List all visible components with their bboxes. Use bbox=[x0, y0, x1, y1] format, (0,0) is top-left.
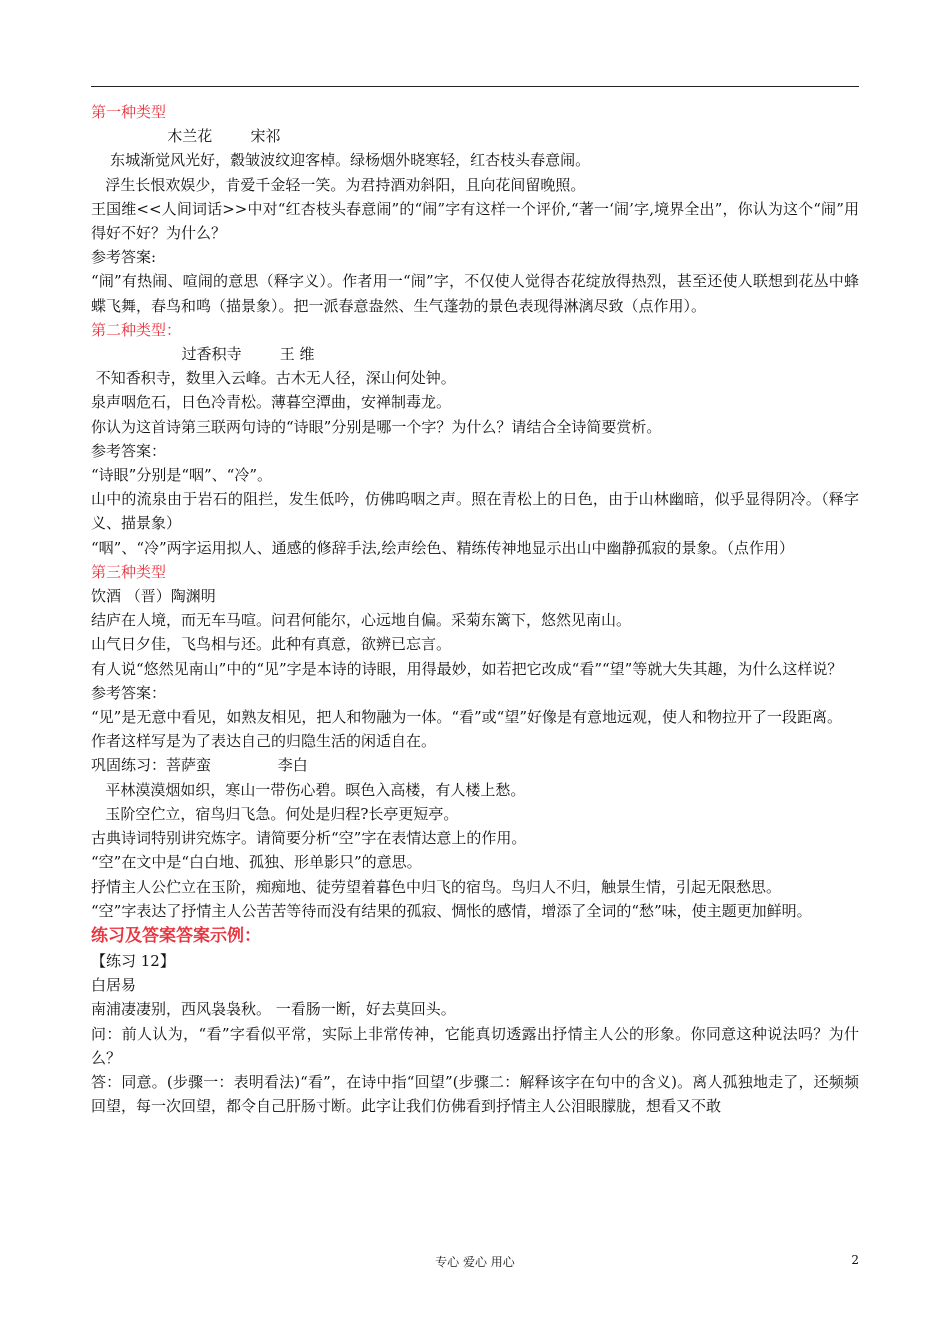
header-rule bbox=[91, 86, 859, 87]
text-line: “空”字表达了抒情主人公苦苦等待而没有结果的孤寂、惆怅的感情，增添了全词的“愁”味，使主题更加鲜明。 bbox=[91, 901, 812, 920]
text-line: “闹”有热闹、喧闹的意思（释字义）。作者用一“闹”字，不仅使人觉得杏花绽放得热烈，甚至还使人联想到花丛中蜂蝶飞舞，春鸟和鸣（描景象）。把一派春意盎然、生气蓬勃的景色表现得淋漓尽致（点作用）。 bbox=[91, 272, 859, 315]
page-number: 2 bbox=[851, 1253, 859, 1267]
text-line: 古典诗词特别讲究炼字。请简要分析“空”字在表情达意上的作用。 bbox=[91, 829, 527, 848]
text-line: 木兰花 宋祁 bbox=[91, 127, 281, 146]
text-line: 你认为这首诗第三联两句诗的“诗眼”分别是哪一个字？为什么？请结合全诗简要赏析。 bbox=[91, 417, 662, 436]
text-line: 王国维<<人间词话>>中对“红杏枝头春意闹”的“闹”字有这样一个评价,“著一‘闹’字,境界全出”，你认为这个“闹”用得好不好？为什么？ bbox=[91, 199, 859, 243]
text-line: 参考答案: bbox=[91, 248, 157, 267]
text-line: 平林漠漠烟如织，寒山一带伤心碧。暝色入高楼，有人楼上愁。 bbox=[91, 780, 526, 799]
section-heading: 第二种类型： bbox=[91, 320, 182, 339]
text-line: “诗眼”分别是“咽”、“冷”。 bbox=[91, 466, 273, 485]
text-line: 答：同意。(步骤一：表明看法)“看”，在诗中指“回望”(步骤二：解释该字在句中的含义)。离人孤独地走了，还频频回望，每一次回望，都令自己肝肠寸断。此字让我们仿佛看到抒情主人公泪眼朦胧，想看又不敢 bbox=[91, 1072, 859, 1116]
text-line: 结庐在人境，而无车马喧。问君何能尔，心远地自偏。采菊东篱下，悠然见南山。 bbox=[91, 611, 632, 630]
text-line: 问：前人认为，“看”字看似平常，实际上非常传神，它能真切透露出抒情主人公的形象。你同意这种说法吗？为什么？ bbox=[91, 1024, 859, 1067]
text-line: 参考答案： bbox=[91, 683, 167, 702]
section-heading: 第三种类型 bbox=[91, 562, 167, 581]
text-line: 浮生长恨欢娱少，肯爱千金轻一笑。为君持酒劝斜阳，且向花间留晚照。 bbox=[91, 175, 586, 194]
text-line: 南浦凄凄别，西风袅袅秋。 一看肠一断，好去莫回头。 bbox=[91, 1000, 456, 1019]
text-line: 【练习 12】 bbox=[91, 951, 175, 970]
text-line: 东城渐觉风光好，縠皱波纹迎客棹。绿杨烟外晓寒轻，红杏枝头春意闹。 bbox=[91, 151, 591, 170]
text-line: 参考答案： bbox=[91, 441, 167, 460]
text-line: 饮酒 （晋）陶渊明 bbox=[91, 587, 216, 606]
text-line: 过香积寺 王 维 bbox=[91, 345, 315, 364]
text-line: “空”在文中是“白白地、孤独、形单影只”的意思。 bbox=[91, 853, 422, 872]
text-line: 不知香积寺，数里入云峰。古木无人径，深山何处钟。 bbox=[91, 369, 456, 388]
text-line: 玉阶空伫立，宿鸟归飞急。何处是归程?长亭更短亭。 bbox=[91, 804, 459, 823]
document-body bbox=[91, 100, 859, 1118]
text-line: 巩固练习：菩萨蛮 李白 bbox=[91, 756, 308, 775]
text-line: “咽”、“冷”两字运用拟人、通感的修辞手法,绘声绘色、精练传神地显示出山中幽静孤寂的景象。（点作用） bbox=[91, 538, 794, 557]
section-heading: 练习及答案答案示例： bbox=[91, 925, 261, 946]
text-line: 抒情主人公伫立在玉阶，痴痴地、徒劳望着暮色中归飞的宿鸟。鸟归人不归，触景生情，引起无限愁思。 bbox=[91, 877, 782, 896]
text-line: 山中的流泉由于岩石的阻拦，发生低吟，仿佛呜咽之声。照在青松上的日色，由于山林幽暗，似乎显得阴冷。（释字义、描景象） bbox=[91, 490, 859, 533]
text-line: 山气日夕佳，飞鸟相与还。此种有真意，欲辨已忘言。 bbox=[91, 635, 452, 654]
text-line: 有人说“悠然见南山”中的“见”字是本诗的诗眼，用得最妙，如若把它改成“看”“望”等就大失其趣，为什么这样说？ bbox=[91, 659, 843, 678]
text-line: 作者这样写是为了表达自己的归隐生活的闲适自在。 bbox=[91, 732, 437, 751]
text-line: 白居易 bbox=[91, 976, 137, 995]
footer-motto: 专心 爱心 用心 bbox=[435, 1255, 515, 1269]
section-heading: 第一种类型 bbox=[91, 103, 167, 121]
text-line: 泉声咽危石，日色冷青松。薄暮空潭曲，安禅制毒龙。 bbox=[91, 393, 452, 412]
text-line: “见”是无意中看见，如熟友相见，把人和物融为一体。“看”或“望”好像是有意地远观，使人和物拉开了一段距离。 bbox=[91, 708, 843, 727]
